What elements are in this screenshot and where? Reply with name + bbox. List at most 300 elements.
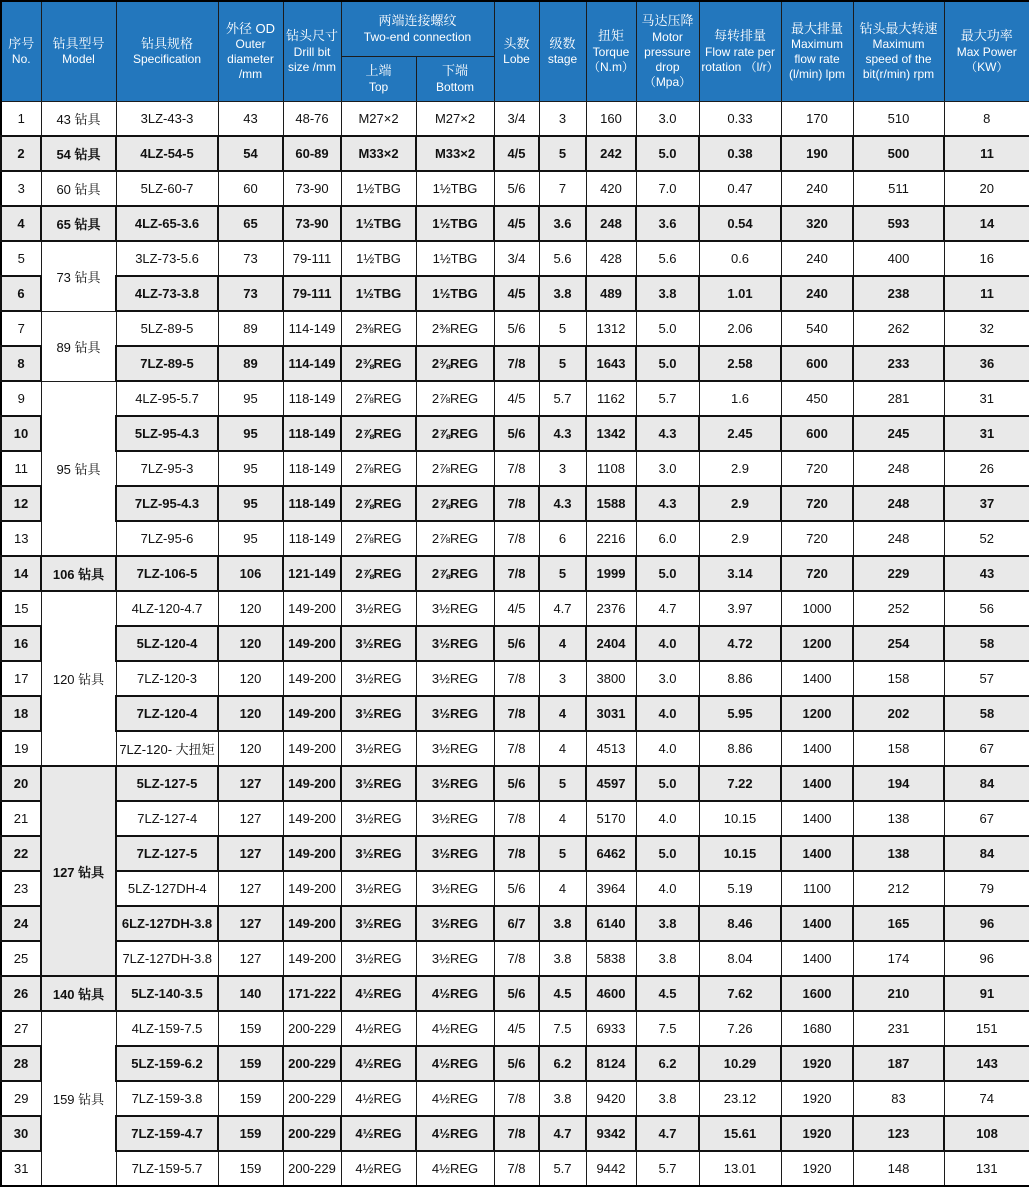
table-row [1,976,1029,1011]
cell-bit: 118-149 [283,521,341,556]
cell-od: 127 [218,871,283,906]
cell-spec: 5LZ-127DH-4 [116,871,218,906]
cell-stage: 7.5 [539,1011,586,1046]
cell-flow-per-rev: 2.58 [699,346,781,381]
cell-power: 57 [944,661,1029,696]
cell-spec: 7LZ-159-3.8 [116,1081,218,1116]
cell-flow-per-rev: 1.01 [699,276,781,311]
col-header-model: 钻具型号 Model [41,1,116,102]
cell-flow-per-rev: 8.86 [699,731,781,766]
cell-top: 3½REG [341,766,416,801]
cell-lobe: 7/8 [494,1116,539,1151]
cell-torque: 5170 [586,801,636,836]
table-row [1,451,1029,486]
cell-od: 127 [218,766,283,801]
cell-od: 127 [218,906,283,941]
cell-stage: 6 [539,521,586,556]
cell-max-flow: 1200 [781,696,853,731]
cell-spec: 7LZ-120-4 [116,696,218,731]
cell-spec: 7LZ-106-5 [116,556,218,591]
cell-max-flow: 450 [781,381,853,416]
cell-max-speed: 83 [853,1081,944,1116]
cell-pressure: 3.8 [636,276,699,311]
cell-top: 4½REG [341,1116,416,1151]
cell-no: 4 [1,206,41,241]
cell-torque: 4600 [586,976,636,1011]
cell-stage: 4.3 [539,416,586,451]
cell-model: 127 钻具 [41,766,116,976]
cell-max-flow: 1400 [781,731,853,766]
cell-top: 3½REG [341,941,416,976]
cell-stage: 3 [539,102,586,137]
cell-pressure: 3.6 [636,206,699,241]
cell-model: 106 钻具 [41,556,116,591]
cell-torque: 6140 [586,906,636,941]
cell-flow-per-rev: 0.47 [699,171,781,206]
table-row [1,206,1029,241]
col-header-torque: 扭矩 Torque （N.m） [586,1,636,102]
cell-lobe: 7/8 [494,801,539,836]
cell-bottom: 3½REG [416,871,494,906]
cell-stage: 4 [539,731,586,766]
cell-bottom: 3½REG [416,661,494,696]
cell-max-speed: 511 [853,171,944,206]
cell-flow-per-rev: 7.26 [699,1011,781,1046]
cell-power: 31 [944,381,1029,416]
cell-spec: 3LZ-43-3 [116,102,218,137]
cell-bit: 48-76 [283,102,341,137]
cell-torque: 160 [586,102,636,137]
cell-torque: 428 [586,241,636,276]
cell-pressure: 3.8 [636,1081,699,1116]
cell-bit: 149-200 [283,941,341,976]
cell-lobe: 4/5 [494,206,539,241]
cell-lobe: 4/5 [494,276,539,311]
cell-bottom: 1½TBG [416,241,494,276]
cell-max-flow: 240 [781,171,853,206]
cell-lobe: 7/8 [494,696,539,731]
table-header [1,1,1029,102]
cell-no: 3 [1,171,41,206]
cell-bottom: 4½REG [416,1081,494,1116]
cell-bit: 149-200 [283,591,341,626]
cell-torque: 3031 [586,696,636,731]
cell-no: 31 [1,1151,41,1186]
cell-power: 96 [944,906,1029,941]
table-row [1,591,1029,626]
cell-max-flow: 1200 [781,626,853,661]
table-row [1,1011,1029,1046]
cell-top: 2⅞REG [341,416,416,451]
cell-no: 30 [1,1116,41,1151]
cell-power: 58 [944,626,1029,661]
cell-stage: 5 [539,311,586,346]
cell-lobe: 5/6 [494,1046,539,1081]
cell-lobe: 4/5 [494,1011,539,1046]
cell-pressure: 4.0 [636,731,699,766]
cell-lobe: 5/6 [494,766,539,801]
cell-od: 120 [218,731,283,766]
cell-od: 95 [218,521,283,556]
cell-bottom: M33×2 [416,136,494,171]
cell-od: 73 [218,241,283,276]
cell-bottom: 2⅜REG [416,311,494,346]
cell-bit: 118-149 [283,451,341,486]
cell-od: 159 [218,1011,283,1046]
cell-max-flow: 320 [781,206,853,241]
cell-max-flow: 720 [781,521,853,556]
cell-model: 54 钻具 [41,136,116,171]
cell-power: 96 [944,941,1029,976]
table-row [1,801,1029,836]
cell-flow-per-rev: 0.6 [699,241,781,276]
cell-lobe: 7/8 [494,661,539,696]
cell-max-flow: 1400 [781,906,853,941]
col-header-flow-rate-per-rotation: 每转排量 Flow rate per rotation （l/r） [699,1,781,102]
table-row [1,766,1029,801]
table-row [1,171,1029,206]
cell-pressure: 4.7 [636,1116,699,1151]
cell-max-flow: 170 [781,102,853,137]
cell-no: 21 [1,801,41,836]
cell-power: 37 [944,486,1029,521]
cell-stage: 5.7 [539,1151,586,1186]
cell-bottom: 3½REG [416,906,494,941]
cell-no: 10 [1,416,41,451]
cell-lobe: 4/5 [494,381,539,416]
cell-model: 89 钻具 [41,311,116,381]
cell-flow-per-rev: 10.29 [699,1046,781,1081]
cell-no: 27 [1,1011,41,1046]
cell-od: 89 [218,311,283,346]
cell-spec: 4LZ-54-5 [116,136,218,171]
cell-pressure: 4.7 [636,591,699,626]
cell-power: 58 [944,696,1029,731]
cell-no: 25 [1,941,41,976]
cell-power: 11 [944,136,1029,171]
cell-no: 1 [1,102,41,137]
cell-spec: 5LZ-127-5 [116,766,218,801]
cell-lobe: 7/8 [494,1081,539,1116]
cell-od: 73 [218,276,283,311]
table-body [1,102,1029,1187]
cell-stage: 4.7 [539,591,586,626]
cell-lobe: 7/8 [494,941,539,976]
cell-power: 36 [944,346,1029,381]
cell-flow-per-rev: 4.72 [699,626,781,661]
cell-max-speed: 238 [853,276,944,311]
cell-lobe: 5/6 [494,416,539,451]
cell-bit: 149-200 [283,766,341,801]
table-row [1,661,1029,696]
cell-max-speed: 248 [853,451,944,486]
cell-no: 26 [1,976,41,1011]
cell-torque: 242 [586,136,636,171]
cell-power: 108 [944,1116,1029,1151]
cell-max-flow: 1920 [781,1151,853,1186]
cell-pressure: 5.0 [636,766,699,801]
cell-pressure: 6.2 [636,1046,699,1081]
cell-stage: 4 [539,696,586,731]
table-row [1,836,1029,871]
cell-flow-per-rev: 8.04 [699,941,781,976]
cell-bottom: 4½REG [416,976,494,1011]
cell-flow-per-rev: 3.97 [699,591,781,626]
cell-od: 127 [218,836,283,871]
cell-spec: 6LZ-127DH-3.8 [116,906,218,941]
cell-stage: 4 [539,871,586,906]
cell-bit: 149-200 [283,731,341,766]
cell-bottom: 1½TBG [416,276,494,311]
cell-lobe: 5/6 [494,976,539,1011]
cell-no: 12 [1,486,41,521]
cell-bottom: 1½TBG [416,206,494,241]
cell-top: 1½TBG [341,171,416,206]
cell-od: 159 [218,1116,283,1151]
col-header-stage: 级数 stage [539,1,586,102]
cell-torque: 1108 [586,451,636,486]
cell-stage: 5 [539,556,586,591]
cell-no: 11 [1,451,41,486]
cell-top: 2⅜REG [341,311,416,346]
cell-power: 8 [944,102,1029,137]
cell-bit: 79-111 [283,241,341,276]
cell-flow-per-rev: 5.19 [699,871,781,906]
cell-no: 20 [1,766,41,801]
cell-top: 2⅜REG [341,346,416,381]
cell-stage: 3.8 [539,906,586,941]
cell-max-speed: 510 [853,102,944,137]
cell-top: 3½REG [341,731,416,766]
cell-pressure: 7.0 [636,171,699,206]
cell-pressure: 5.6 [636,241,699,276]
cell-stage: 4 [539,801,586,836]
cell-bottom: 3½REG [416,941,494,976]
cell-power: 31 [944,416,1029,451]
col-header-maximum-flow-rate: 最大排量 Maximum flow rate (l/min) lpm [781,1,853,102]
cell-power: 91 [944,976,1029,1011]
cell-flow-per-rev: 0.33 [699,102,781,137]
table-row [1,381,1029,416]
cell-od: 140 [218,976,283,1011]
table-row [1,311,1029,346]
cell-torque: 1162 [586,381,636,416]
cell-flow-per-rev: 2.9 [699,451,781,486]
cell-stage: 6.2 [539,1046,586,1081]
cell-power: 84 [944,836,1029,871]
cell-od: 95 [218,451,283,486]
col-header-outer-diameter: 外径 OD Outer diameter /mm [218,1,283,102]
cell-no: 24 [1,906,41,941]
cell-bit: 149-200 [283,871,341,906]
table-row [1,906,1029,941]
cell-top: 2⅞REG [341,521,416,556]
cell-model: 43 钻具 [41,102,116,137]
cell-model: 65 钻具 [41,206,116,241]
cell-top: 1½TBG [341,206,416,241]
cell-top: 3½REG [341,906,416,941]
cell-bit: 79-111 [283,276,341,311]
cell-flow-per-rev: 15.61 [699,1116,781,1151]
cell-bottom: 4½REG [416,1151,494,1186]
cell-flow-per-rev: 2.9 [699,521,781,556]
cell-stage: 5 [539,766,586,801]
cell-stage: 4 [539,626,586,661]
cell-spec: 5LZ-95-4.3 [116,416,218,451]
cell-power: 67 [944,801,1029,836]
cell-flow-per-rev: 2.45 [699,416,781,451]
cell-no: 9 [1,381,41,416]
cell-torque: 9420 [586,1081,636,1116]
cell-spec: 7LZ-95-6 [116,521,218,556]
cell-torque: 1342 [586,416,636,451]
cell-pressure: 3.0 [636,451,699,486]
cell-lobe: 7/8 [494,346,539,381]
cell-model: 60 钻具 [41,171,116,206]
cell-lobe: 7/8 [494,486,539,521]
col-header-motor-pressure-drop: 马达压降 Motor pressure drop （Mpa） [636,1,699,102]
cell-bottom: 3½REG [416,626,494,661]
cell-max-speed: 262 [853,311,944,346]
cell-pressure: 4.5 [636,976,699,1011]
cell-pressure: 5.0 [636,136,699,171]
cell-max-speed: 165 [853,906,944,941]
cell-power: 11 [944,276,1029,311]
cell-spec: 5LZ-159-6.2 [116,1046,218,1081]
table-row [1,346,1029,381]
cell-bit: 200-229 [283,1046,341,1081]
cell-pressure: 5.0 [636,556,699,591]
cell-od: 127 [218,801,283,836]
cell-od: 159 [218,1081,283,1116]
cell-lobe: 4/5 [494,591,539,626]
cell-power: 84 [944,766,1029,801]
cell-od: 54 [218,136,283,171]
cell-pressure: 4.0 [636,871,699,906]
cell-bit: 118-149 [283,416,341,451]
cell-bottom: 3½REG [416,731,494,766]
col-header-maximum-speed: 钻头最大转速 Maximum speed of the bit(r/min) rpm [853,1,944,102]
cell-spec: 4LZ-120-4.7 [116,591,218,626]
cell-od: 43 [218,102,283,137]
cell-spec: 4LZ-65-3.6 [116,206,218,241]
cell-max-speed: 138 [853,801,944,836]
cell-pressure: 3.8 [636,906,699,941]
cell-bottom: 2⅞REG [416,521,494,556]
cell-bit: 149-200 [283,836,341,871]
cell-power: 131 [944,1151,1029,1186]
cell-lobe: 7/8 [494,521,539,556]
cell-bottom: 2⅞REG [416,416,494,451]
col-header-no: 序号 No. [1,1,41,102]
col-header-bottom: 下端 Bottom [416,57,494,102]
cell-max-flow: 1920 [781,1046,853,1081]
cell-spec: 7LZ-127-4 [116,801,218,836]
col-header-two-end-connection: 两端连接螺纹 Two-end connection [341,1,494,57]
cell-max-speed: 593 [853,206,944,241]
cell-bit: 118-149 [283,381,341,416]
cell-power: 52 [944,521,1029,556]
cell-power: 32 [944,311,1029,346]
cell-bottom: 3½REG [416,696,494,731]
table-row [1,626,1029,661]
cell-stage: 5.7 [539,381,586,416]
cell-torque: 4513 [586,731,636,766]
cell-max-flow: 720 [781,556,853,591]
cell-torque: 2376 [586,591,636,626]
cell-power: 56 [944,591,1029,626]
cell-top: M27×2 [341,102,416,137]
cell-max-flow: 1100 [781,871,853,906]
cell-max-speed: 202 [853,696,944,731]
cell-power: 43 [944,556,1029,591]
cell-power: 74 [944,1081,1029,1116]
cell-pressure: 4.0 [636,626,699,661]
cell-pressure: 5.7 [636,381,699,416]
cell-bit: 200-229 [283,1011,341,1046]
cell-top: 2⅞REG [341,556,416,591]
col-header-top: 上端 Top [341,57,416,102]
cell-bottom: 3½REG [416,836,494,871]
cell-max-flow: 1400 [781,801,853,836]
cell-max-speed: 254 [853,626,944,661]
cell-top: 1½TBG [341,241,416,276]
cell-bottom: 2⅜REG [416,346,494,381]
cell-max-flow: 240 [781,276,853,311]
cell-pressure: 5.0 [636,346,699,381]
cell-power: 20 [944,171,1029,206]
cell-stage: 3 [539,451,586,486]
cell-od: 95 [218,381,283,416]
cell-flow-per-rev: 2.06 [699,311,781,346]
cell-pressure: 4.0 [636,696,699,731]
cell-power: 143 [944,1046,1029,1081]
cell-max-speed: 174 [853,941,944,976]
cell-top: 4½REG [341,1081,416,1116]
cell-lobe: 7/8 [494,1151,539,1186]
cell-spec: 7LZ-89-5 [116,346,218,381]
cell-lobe: 7/8 [494,556,539,591]
cell-stage: 3.8 [539,941,586,976]
cell-top: 3½REG [341,801,416,836]
cell-top: 3½REG [341,696,416,731]
cell-stage: 5 [539,836,586,871]
cell-lobe: 3/4 [494,241,539,276]
table-row [1,416,1029,451]
cell-max-speed: 123 [853,1116,944,1151]
table-row [1,941,1029,976]
cell-max-speed: 245 [853,416,944,451]
cell-max-flow: 600 [781,346,853,381]
cell-max-flow: 1400 [781,836,853,871]
cell-torque: 6933 [586,1011,636,1046]
cell-od: 120 [218,661,283,696]
cell-bottom: M27×2 [416,102,494,137]
cell-max-speed: 158 [853,661,944,696]
cell-bit: 200-229 [283,1151,341,1186]
cell-no: 23 [1,871,41,906]
cell-bottom: 3½REG [416,591,494,626]
cell-max-speed: 231 [853,1011,944,1046]
cell-max-flow: 600 [781,416,853,451]
cell-od: 127 [218,941,283,976]
cell-no: 22 [1,836,41,871]
cell-pressure: 7.5 [636,1011,699,1046]
cell-bit: 60-89 [283,136,341,171]
cell-od: 106 [218,556,283,591]
cell-spec: 4LZ-73-3.8 [116,276,218,311]
cell-lobe: 5/6 [494,871,539,906]
